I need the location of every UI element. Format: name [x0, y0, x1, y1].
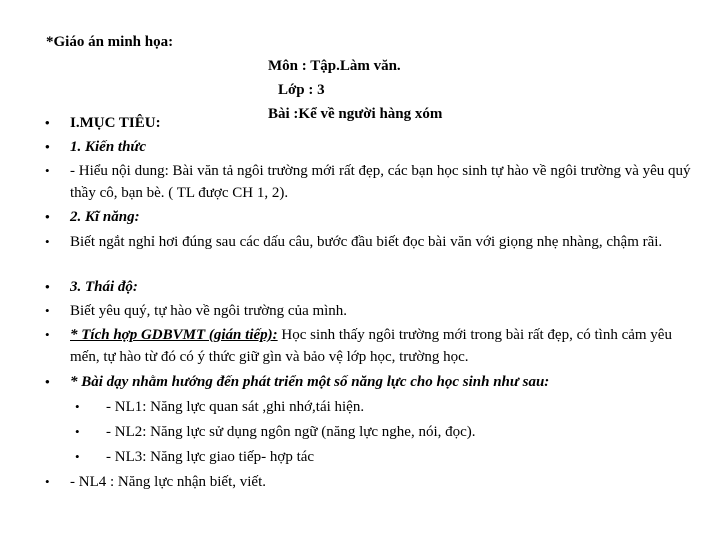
grade-line: Lớp : 3: [278, 82, 325, 98]
knowledge-title: 1. Kiến thức: [70, 139, 147, 155]
competency-intro: * Bài dạy nhằm hướng đến phát triển một số năng lực cho học sinh như sau:: [70, 374, 550, 390]
bullet-icon: •: [75, 424, 80, 439]
section-title: I.MỤC TIÊU:: [70, 115, 161, 131]
bullet-icon: •: [75, 399, 80, 414]
bullet-icon: •: [45, 303, 50, 318]
bullet-icon: •: [45, 139, 50, 154]
competency-nl1: - NL1: Năng lực quan sát ,ghi nhớ,tái hiện.: [106, 399, 365, 415]
bullet-icon: •: [45, 327, 50, 342]
list-item: [45, 136, 696, 158]
list-item: [45, 324, 696, 368]
bullet-icon: •: [45, 234, 50, 249]
sub-list-item: [75, 421, 696, 443]
subject-line: Môn : Tập.Làm văn.: [268, 58, 401, 74]
list-item: [45, 160, 696, 204]
sub-list-item: [75, 446, 696, 468]
skills-text: Biết ngắt nghỉ hơi đúng sau các dấu câu, bước đầu biết đọc bài văn với giọng nhẹ nhàng, chậm rãi.: [70, 234, 663, 250]
bullet-icon: •: [45, 474, 50, 489]
attitude-title: 3. Thái độ:: [70, 279, 138, 295]
list-item: [45, 206, 696, 228]
skills-title: 2. Kĩ năng:: [70, 209, 140, 225]
list-item: [45, 276, 696, 298]
competency-nl2: - NL2: Năng lực sử dụng ngôn ngữ (năng lực nghe, nói, đọc).: [106, 424, 476, 440]
list-item: [45, 371, 696, 393]
bullet-icon: •: [45, 209, 50, 224]
list-item: [45, 300, 696, 322]
bullet-icon: •: [45, 115, 50, 130]
list-item: [45, 112, 696, 134]
competency-nl3: - NL3: Năng lực giao tiếp- hợp tác: [106, 449, 315, 465]
bullet-icon: •: [75, 449, 80, 464]
page-heading: *Giáo án minh họa:: [46, 34, 174, 50]
competency-nl4: - NL4 : Năng lực nhận biết, viết.: [70, 474, 266, 490]
lesson-line: Bài :Kể về người hàng xóm: [268, 106, 443, 122]
knowledge-text: - Hiểu nội dung: Bài văn tả ngôi trường mới rất đẹp, các bạn học sinh tự hào về ngôi trường và yêu quý thầy cô, bạn bè. ( TL được CH 1, 2).: [70, 163, 691, 201]
bullet-icon: •: [45, 374, 50, 389]
list-item: [45, 231, 696, 253]
integration-label: * Tích hợp GDBVMT (gián tiếp):: [70, 327, 278, 343]
bullet-icon: •: [45, 163, 50, 178]
attitude-text: Biết yêu quý, tự hào về ngôi trường của mình.: [70, 303, 348, 319]
bullet-icon: •: [45, 279, 50, 294]
integration-text: Học sinh thấy ngôi trường mới trong bài rất đẹp, có tình cảm yêu mến, tự hào từ đó có ý thức giữ gìn và bảo vệ lớp học, trường học.: [70, 327, 672, 365]
sub-list-item: [75, 396, 696, 418]
list-item: [45, 471, 696, 493]
